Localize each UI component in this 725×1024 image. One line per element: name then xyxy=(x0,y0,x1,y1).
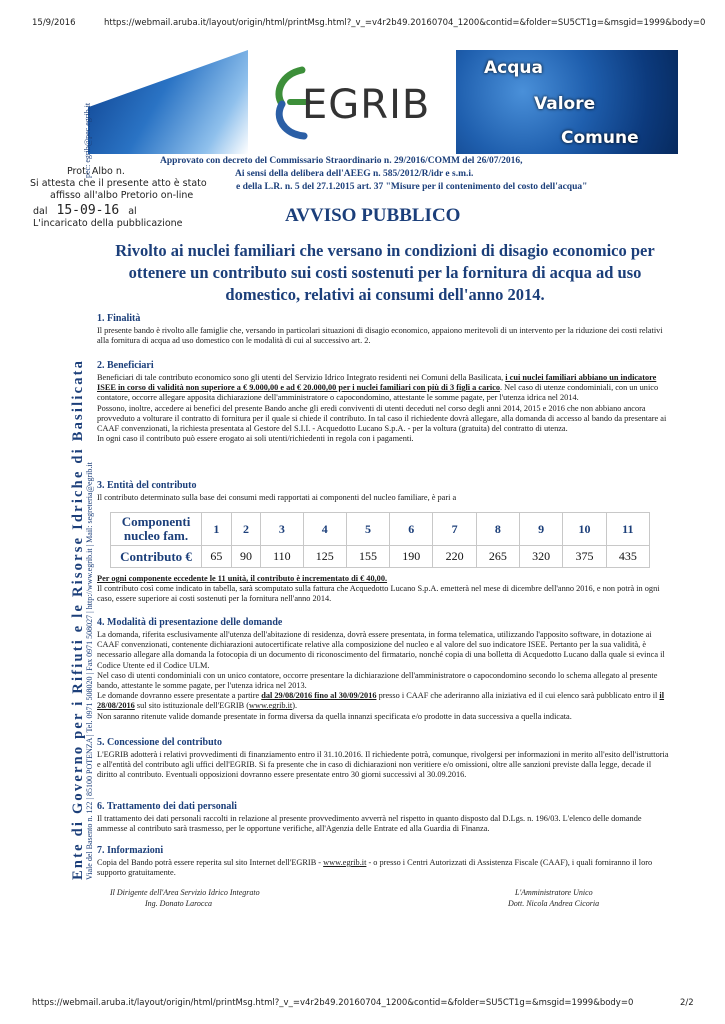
table-label-components: Componenti nucleo fam. xyxy=(111,513,202,546)
approval-line-2: Ai sensi della delibera dell'AEEG n. 585/2012/R/idr e s.m.i. xyxy=(235,169,474,179)
table-cell: 190 xyxy=(390,546,433,568)
table-cell: 375 xyxy=(563,546,606,568)
table-cell: 435 xyxy=(606,546,649,568)
signature-left-name: Ing. Donato Larocca xyxy=(145,899,213,908)
section-4-body xyxy=(97,630,672,722)
table-cell: 265 xyxy=(476,546,519,568)
tag-comune: Comune xyxy=(561,128,639,148)
section-4-para-2: Nel caso di utenti condominiali con un unico contatore, occorre presentare la dichiarazione dell'amministratore o capocondomino secondo lo schema allegato al presente bando, attestante le somme pagate, per l'utenza idrica nel 2013. xyxy=(97,670,658,691)
contribution-table xyxy=(110,512,650,568)
table-cell: 2 xyxy=(231,513,261,546)
table-cell: 6 xyxy=(390,513,433,546)
stamp-line-5: L'incaricato della pubblicazione xyxy=(33,218,183,229)
print-url: https://webmail.aruba.it/layout/origin/html/printMsg.html?_v_=v4r2b49.20160704_1200&contid=&folder=SU5CT1g=&msgid=1999&body=0 xyxy=(104,18,706,28)
banner-wing-graphic xyxy=(88,50,248,154)
tag-acqua: Acqua xyxy=(484,58,543,78)
section-3-note xyxy=(97,574,672,605)
section-4-para-1: La domanda, riferita esclusivamente all'utenza dell'abitazione di residenza, dovrà essere presentata, in forma telematica, utilizzando l'apposito software, in dotazione ai CAAF convenzionati, contenente dichiarazioni autocertificate relative alla composizione del nucleo e al valore del suo indicatore ISEE. Pertanto per la sua validità, è necessario allegare alla domanda la fotocopia di un documento di riconoscimento del firmatario, nonché copia di una bolletta di Acquedotto Lucano dalla quale si evinca il Codice Utente ed il Codice ULM. xyxy=(97,630,665,670)
section-3-title: 3. Entità del contributo xyxy=(97,480,197,491)
table-row-amounts xyxy=(111,546,650,568)
table-cell: 5 xyxy=(346,513,389,546)
sidebar-pec: pec: egrib@pec.egrib.it xyxy=(83,102,92,178)
section-3-text: Il contributo determinato sulla base dei consumi medi rapportati ai componenti del nucleo familiare, è pari a xyxy=(97,493,457,502)
egrib-site-link-2[interactable]: www.egrib.it xyxy=(323,858,367,867)
table-cell: 155 xyxy=(346,546,389,568)
approval-line-3: e della L.R. n. 5 del 27.1.2015 art. 37 "Misure per il contenimento del costo dell'acqua" xyxy=(236,182,588,192)
footer-url: https://webmail.aruba.it/layout/origin/html/printMsg.html?_v_=v4r2b49.20160704_1200&contid=&folder=SU5CT1g=&msgid=1999&body=0 xyxy=(32,998,634,1008)
header-banner xyxy=(88,50,678,154)
egrib-site-link[interactable]: www.egrib.it xyxy=(249,701,293,711)
section-5-text: L'EGRIB adotterà i relativi provvedimenti di finanziamento entro il 31.10.2016. Il richiedente potrà, comunque, rivolgersi per informazioni in merito all'esito dell'istruttoria e all'entità del contributo agli uffici dell'EGRIB. Si fa presente che in caso di dichiarazioni non veritiere e/o omissioni, oltre alle sanzioni previste dalla legge, decade il diritto al contributo. Eventuali opposizioni dovranno essere presentate entro 30 giorni successivi al 30.09.2016. xyxy=(97,750,669,780)
table-label-amount: Contributo € xyxy=(111,546,202,568)
signature-right-name: Dott. Nicola Andrea Cicoria xyxy=(508,899,600,908)
section-2-para-2: Possono, inoltre, accedere ai benefici del presente Bando anche gli eredi conviventi di utenti deceduti nel corso degli anni 2014, 2015 e 2016 che non abbiano ancora provveduto a volturare il contratto di fornitura per il quale si chiede il contributo. In tal caso il richiedente dovrà allegare, alla domanda di accesso al bando da presentare ai CAAF convenzionati, la richiesta presentata al Gestore del S.I.I. - Acquedotto Lucano S.p.A. - per la voltura (gratuita) del contratto di utenza. xyxy=(97,403,667,434)
stamp-line-4 xyxy=(33,203,137,218)
table-cell: 11 xyxy=(606,513,649,546)
section-2-body xyxy=(97,373,672,444)
print-date: 15/9/2016 xyxy=(32,18,76,28)
table-cell: 1 xyxy=(202,513,232,546)
section-3-note-text: Il contributo così come indicato in tabella, sarà scomputato sulla fattura che Acquedotto Lucano S.p.A. emetterà nel mese di dicembre dell'anno 2016, e non potrà in ogni caso, essere superiore ai costi sostenuti per la fornitura nell'anno 2014. xyxy=(97,584,660,604)
table-row-components xyxy=(111,513,650,546)
table-cell: 3 xyxy=(261,513,303,546)
table-cell: 110 xyxy=(261,546,303,568)
signature-right-role: L'Amministratore Unico xyxy=(515,888,593,897)
page-title: AVVISO PUBBLICO xyxy=(285,205,461,226)
logo-text: EGRIB xyxy=(302,82,431,128)
section-6-title: 6. Trattamento dei dati personali xyxy=(97,801,237,812)
section-2-para-3: In ogni caso il contributo può essere erogato ai soli utenti/richiedenti in regola con i pagamenti. xyxy=(97,434,414,444)
stamp-prot: Prot. Albo n. xyxy=(67,166,125,177)
stamp-al: al xyxy=(128,206,137,217)
table-cell: 10 xyxy=(563,513,606,546)
table-cell: 320 xyxy=(520,546,563,568)
table-cell: 4 xyxy=(303,513,346,546)
table-cell: 90 xyxy=(231,546,261,568)
section-2-para-1: Beneficiari di tale contributo economico sono gli utenti del Servizio Idrico Integrato residenti nei Comuni della Basilicata, i cui nuclei familiari abbiano un indicatore ISEE in corso di validità non superiore a € 9.000,00 e ad € 20.000,00 per i nuclei familiari con più di 3 figli a carico. Nel caso di utenze condominiali, con un unico contatore, occorre allegare apposita dichiarazione dell'amministratore o capocondomino, attestante le somme pagate, per l'utenza idrica nel 2014. xyxy=(97,373,659,403)
stamp-line-2: Si attesta che il presente atto è stato xyxy=(30,178,207,189)
section-4-para-3: Le domande dovranno essere presentate a partire dal 29/08/2016 fino al 30/09/2016 presso i CAAF che aderiranno alla iniziativa ed il cui elenco sarà pubblicato entro il il 28/08/2016 sul sito istituzionale dell'EGRIB (www.egrib.it). xyxy=(97,691,665,711)
section-5-title: 5. Concessione del contributo xyxy=(97,737,222,748)
section-7-text: Copia del Bando potrà essere reperita sul sito Internet dell'EGRIB - www.egrib.it - o presso i Centri Autorizzati di Assistenza Fiscale (CAAF), i quali forniranno il loro supporto gratuitamente. xyxy=(97,858,653,878)
table-cell: 7 xyxy=(433,513,476,546)
sidebar-organization: Ente di Governo per i Rifiuti e le Risorse Idriche di Basilicata xyxy=(70,358,86,880)
sidebar-address: Viale del Basento n. 122 | 85100 POTENZA | Tel. 0971 508020 | Fax 0971 508027 | http://www.egrib.it | Mail: segreteria@egrib.it xyxy=(85,462,94,880)
egrib-logo xyxy=(264,62,444,142)
table-cell: 125 xyxy=(303,546,346,568)
section-2-title: 2. Beneficiari xyxy=(97,360,154,371)
section-4-title: 4. Modalità di presentazione delle domande xyxy=(97,617,283,628)
stamp-dal: dal xyxy=(33,206,48,217)
section-4-para-4: Non saranno ritenute valide domande presentate in forma diversa da quella innanzi specificata e/o prodotte in data successiva a quella indicata. xyxy=(97,711,572,721)
table-cell: 65 xyxy=(202,546,232,568)
approval-line-1: Approvato con decreto del Commissario Straordinario n. 29/2016/COMM del 26/07/2016, xyxy=(160,156,523,166)
water-photo xyxy=(456,50,678,154)
section-7-title: 7. Informazioni xyxy=(97,845,164,856)
section-1-title: 1. Finalità xyxy=(97,313,141,324)
page-subtitle: Rivolto ai nuclei familiari che versano in condizioni di disagio economico per ottenere un contributo sui costi sostenuti per la fornitura di acqua ad uso domestico, relativi ai consumi dell'anno 2014. xyxy=(115,241,655,304)
table-cell: 8 xyxy=(476,513,519,546)
section-1-text: Il presente bando è rivolto alle famiglie che, versando in particolari situazioni di disagio economico, appaiono meritevoli di un intervento per la riduzione dei costi relativi alla fornitura di acqua ad uso domestico con le modalità di cui al successivo art. 2. xyxy=(97,326,663,346)
section-3-note-underlined: Per ogni componente eccedente le 11 unità, il contributo è incrementato di € 40,00. xyxy=(97,574,388,583)
footer-page: 2/2 xyxy=(680,998,694,1008)
section-6-text: Il trattamento dei dati personali raccolti in relazione al presente provvedimento avverrà nel rispetto in quanto disposto dal D.Lgs. n. 196/03. L'elenco delle domande ammesse al contributo sarà trasmesso, per le opportune verifiche, all'Agenzia delle Entrate ed alla Guardia di Finanza. xyxy=(97,814,642,834)
signature-left-role: Il Dirigente dell'Area Servizio Idrico Integrato xyxy=(110,888,260,897)
table-cell: 9 xyxy=(520,513,563,546)
stamp-date: 15-09-16 xyxy=(56,203,120,218)
tag-valore: Valore xyxy=(534,94,596,114)
stamp-line-3: affisso all'albo Pretorio on-line xyxy=(50,190,194,201)
table-cell: 220 xyxy=(433,546,476,568)
